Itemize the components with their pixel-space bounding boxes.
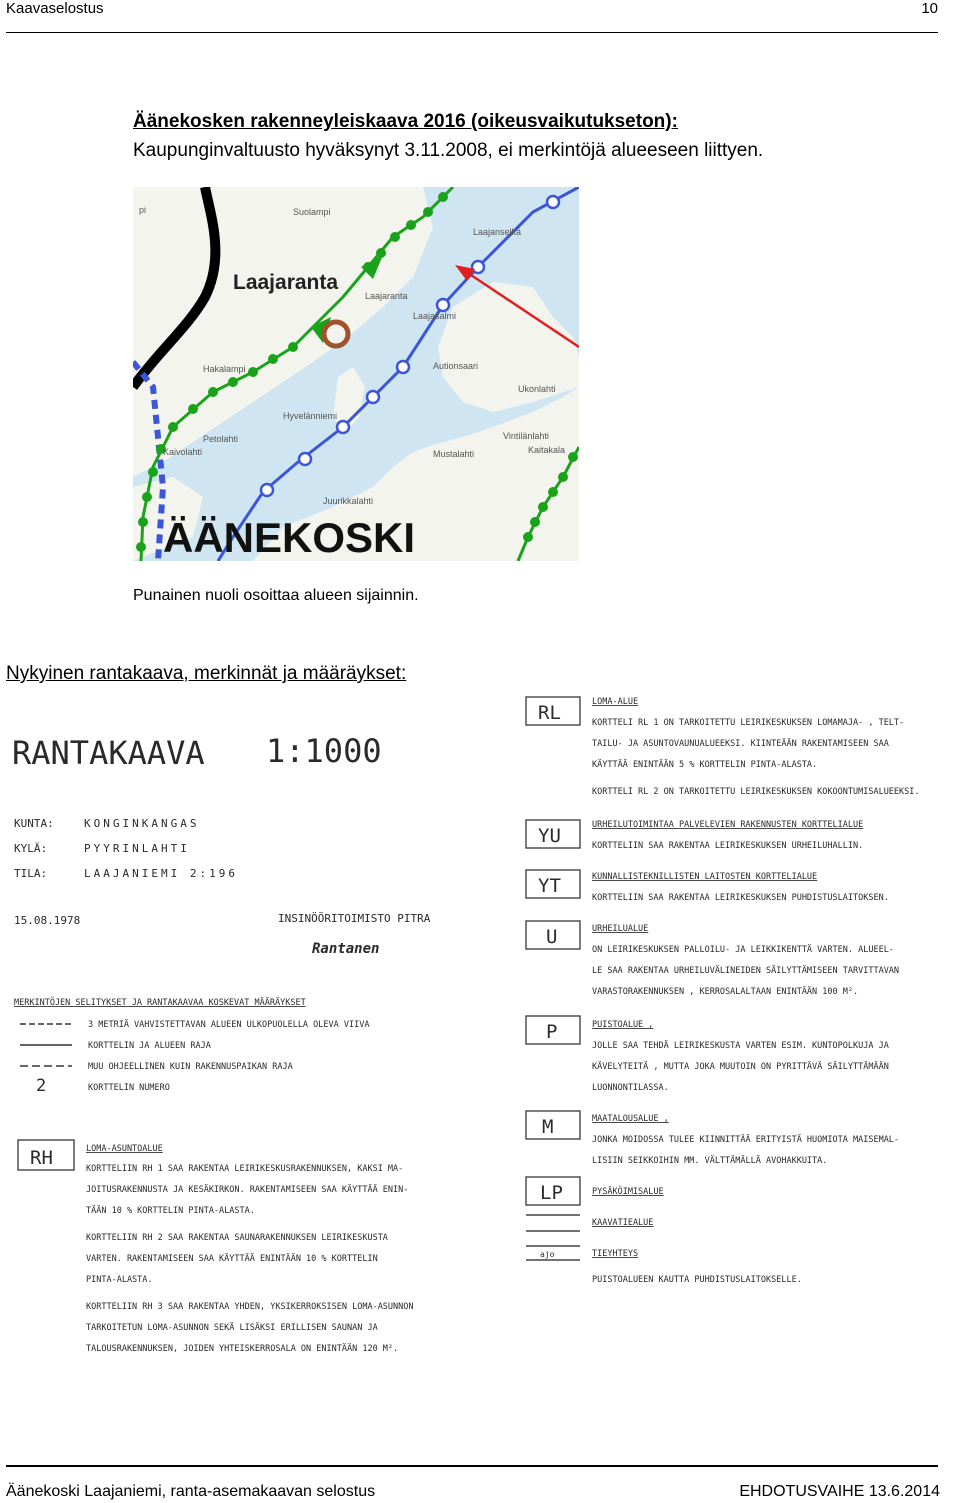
scan-line-legend: MUU OHJEELLINEN KUIN RAKENNUSPAIKAN RAJA [88,1062,293,1072]
scan-rh-code: RH [30,1147,53,1169]
scan-u-line: LE SAA RAKENTAA URHEILUVÄLINEIDEN SÄILYTTÄMISEEN TARVITTAVAN [592,966,900,976]
scan-p-code: P [546,1021,558,1043]
scan-lp-title: PYSÄKÖIMISALUE [592,1187,664,1197]
scan-yu-title: URHEILUTOIMINTAA PALVELEVIEN RAKENNUSTEN KORTTELIALUE [592,820,864,830]
footer-divider [6,1465,938,1467]
plan-approval-text: Kaupunginvaltuusto hyväksynyt 3.11.2008, ei merkintöjä alueeseen liittyen. [133,140,764,161]
scan-info-label: KYLÄ: [14,842,48,855]
scan-rh-line: TARKOITETUN LOMA-ASUNNON SEKÄ LISÄKSI ERILLISEN SAUNAN JA [86,1323,378,1333]
scan-m-line: LISIIN SEIKKOIHIN MM. VÄLTTÄMÄLLÄ AVOHAKKUITA. [592,1156,828,1166]
map-label-kaivolahti: Kaivolahti [163,447,203,457]
page-number: 10 [921,0,938,17]
map-label-vintilanlahti: Vintilänlahti [503,431,549,441]
scan-road-title: KAAVATIEALUE [592,1218,654,1228]
scan-info-label: KUNTA: [14,817,54,830]
map-label-kaitakala: Kaitakala [528,445,566,455]
scan-yt-title: KUNNALLISTEKNILLISTEN LAITOSTEN KORTTELIALUE [592,872,818,882]
scan-line-legend: 3 METRIÄ VAHVISTETTAVAN ALUEEN ULKOPUOLELLA OLEVA VIIVA [88,1020,370,1030]
scan-rh-line: TÄÄN 10 % KORTTELIN PINTA-ALASTA. [86,1206,255,1216]
map-label-pi: pi [139,205,147,215]
scan-info-value: KONGINKANGAS [84,817,200,830]
header-divider [6,32,938,33]
scan-rl-line: TAILU- JA ASUNTOVAUNUALUEEKSI. KIINTEÄÄN RAKENTAMISEEN SAA [592,739,889,749]
scan-p-title: PUISTOALUE , [592,1020,654,1030]
scan-info-label: TILA: [14,867,48,880]
footer-phase-date: EHDOTUSVAIHE 13.6.2014 [739,1483,940,1500]
footer-document-name: Äänekoski Laajaniemi, ranta-asemakaavan selostus [6,1483,376,1500]
scan-access-line: PUISTOALUEEN KAUTTA PUHDISTUSLAITOKSELLE. [592,1275,802,1285]
scan-m-line: JONKA MOIDOSSA TULEE KIINNITTÄÄ ERITYISTÄ HUOMIOTA MAISEMAL- [592,1135,900,1145]
map-label-hyvelanniemi: Hyvelänniemi [283,411,338,421]
scan-rh-line: KORTTELIIN RH 3 SAA RAKENTAA YHDEN, YKSIKERROKSISEN LOMA-ASUNNON [86,1302,414,1312]
map-label-laajanselka: Laajanselkä [473,227,522,237]
section-heading-rantakaava: Nykyinen rantakaava, merkinnät ja määräykset: [6,663,407,684]
map-label-laajasalmi: Laajasalmi [413,311,457,321]
scan-scale: 1:1000 [266,732,382,770]
scan-u-line: ON LEIRIKESKUKSEN PALLOILU- JA LEIKKIKENTTÄ VARTEN. ALUEEL- [592,945,894,955]
scan-number-symbol: 2 [36,1076,47,1096]
scan-p-line: KÄVELYTEITÄ , MUTTA JOKA MUUTOIN ON PYRITTÄVÄ SÄILYTTÄMÄÄN [592,1062,889,1072]
scan-yu-code: YU [538,825,561,847]
scan-m-title: MAATALOUSALUE , [592,1114,669,1124]
map-label-hakalampi: Hakalampi [203,364,246,374]
scan-rl-title: LOMA-ALUE [592,697,639,707]
scan-rh-line: KORTTELIIN RH 1 SAA RAKENTAA LEIRIKESKUSRAKENNUKSEN, KAKSI MA- [86,1164,404,1174]
scan-rh-title: LOMA-ASUNTOALUE [86,1144,163,1154]
scan-rl-code: RL [538,702,561,724]
general-plan-map [133,187,579,561]
scan-rh-line: PINTA-ALASTA. [86,1275,153,1285]
scan-title: RANTAKAAVA [12,734,205,772]
scan-yu-line: KORTTELIIN SAA RAKENTAA LEIRIKESKUKSEN URHEILUHALLIN. [592,841,864,851]
scan-yt-code: YT [538,875,561,897]
scan-rl-line: KORTTELI RL 2 ON TARKOITETTU LEIRIKESKUKSEN KOKOONTUMISALUEEKSI. [592,787,920,797]
scan-office: INSINÖÖRITOIMISTO PITRA [278,912,431,925]
scan-p-line: LUONNONTILASSA. [592,1083,669,1093]
map-label-juurikkalahti: Juurikkalahti [323,496,374,506]
scan-rl-line: KORTTELI RL 1 ON TARKOITETTU LEIRIKESKUKSEN LOMAMAJA- , TELT- [592,718,905,728]
plan-heading: Äänekosken rakenneyleiskaava 2016 (oikeusvaikutukseton): [133,111,678,132]
scan-u-title: URHEILUALUE [592,924,649,934]
scan-info-value: PYYRINLAHTI [84,842,190,855]
scan-m-code: M [542,1116,554,1138]
scan-u-code: U [546,926,558,948]
scan-rh-line: VARTEN. RAKENTAMISEEN SAA KÄYTTÄÄ ENINTÄÄN 10 % KORTTELIN [86,1254,378,1264]
scan-rh-line: KORTTELIIN RH 2 SAA RAKENTAA SAUNARAKENNUKSEN LEIRIKESKUSTA [86,1233,388,1243]
map-label-autionsaari: Autionsaari [433,361,479,371]
map-label-town: ÄÄNEKOSKI [163,514,416,561]
scanned-plan-legend [0,690,960,1370]
scan-yt-line: KORTTELIIN SAA RAKENTAA LEIRIKESKUKSEN PUHDISTUSLAITOKSEN. [592,893,889,903]
scan-rh-line: TALOUSRAKENNUKSEN, JOIDEN YHTEISKERROSALA ON ENINTÄÄN 120 M². [86,1344,399,1354]
map-label-suolampi: Suolampi [293,207,331,217]
scan-rl-line: KÄYTTÄÄ ENINTÄÄN 5 % KORTTELIN PINTA-ALASTA. [592,760,818,770]
scan-p-line: JOLLE SAA TEHDÄ LEIRIKESKUSTA VARTEN ESIM. KUNTOPOLKUJA JA [592,1041,889,1051]
map-label-mustalahti: Mustalahti [433,449,475,459]
map-caption: Punainen nuoli osoittaa alueen sijainnin. [133,587,419,604]
map-label-ukonlahti: Ukonlahti [518,384,556,394]
scan-rh-line: JOITUSRAKENNUSTA JA KESÄKIRKON. RAKENTAMISEEN SAA KÄYTTÄÄ ENIN- [86,1185,409,1195]
scan-date: 15.08.1978 [14,914,81,927]
scan-ajo-label: ajo [540,1250,555,1259]
scan-lp-code: LP [540,1182,563,1204]
document-title: Kaavaselostus [6,0,104,17]
scan-access-title: TIEYHTEYS [592,1249,639,1259]
scan-signature: Rantanen [312,941,380,957]
scan-u-line: VARASTORAKENNUKSEN , KERROSALALTAAN ENINTÄÄN 100 M². [592,987,859,997]
scan-legend-heading: MERKINTÖJEN SELITYKSET JA RANTAKAAVAA KOSKEVAT MÄÄRÄYKSET [14,998,306,1008]
scan-line-legend: KORTTELIN NUMERO [88,1083,170,1093]
map-label-petolahti: Petolahti [203,434,239,444]
map-label-laajaranta-small: Laajaranta [365,291,408,301]
scan-line-legend: KORTTELIN JA ALUEEN RAJA [88,1041,211,1051]
scan-info-value: LAAJANIEMI 2:196 [84,867,238,880]
map-label-laajaranta: Laajaranta [233,271,339,294]
